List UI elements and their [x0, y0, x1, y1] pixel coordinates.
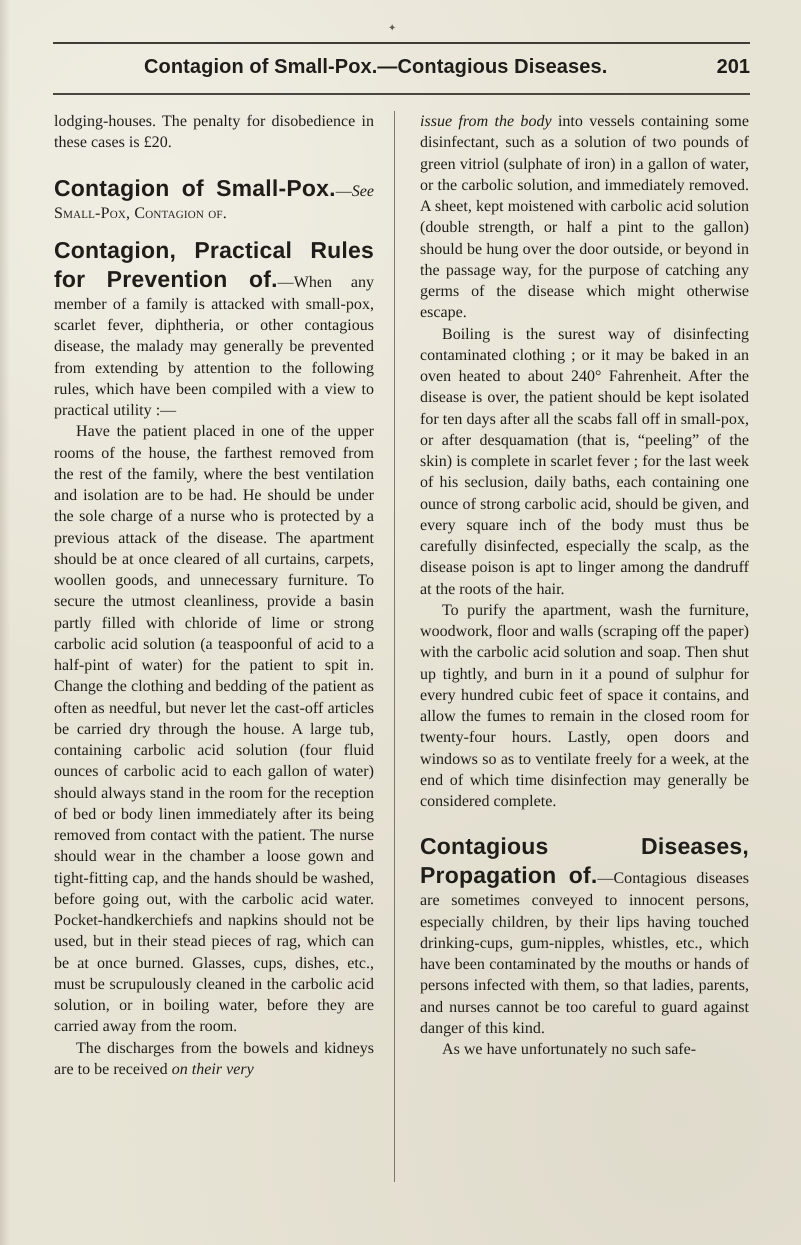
entry-headword-contagious-diseases: Contagious Diseases, Propagation of.	[420, 833, 749, 889]
entry-see-label: See	[351, 182, 374, 200]
entry-practical-rules	[54, 236, 374, 422]
spacer	[54, 154, 374, 174]
right-paragraph-1-text: into vessels containing some disinfectant, such as a solution of two pounds of green vitriol (sulphate of iron) in a gallon of water, or the carbolic solution, and immediately removed. A sheet, kept moistened with carbolic acid solution (double strength, or half a pint to the gallon) should be hung over the door outside, or beyond in the passage way, for the purpose of catching any germs of the disease which might otherwise escape.	[420, 113, 749, 322]
spacer	[54, 224, 374, 236]
left-paragraph-1	[54, 111, 374, 154]
page-header	[53, 56, 750, 90]
right-paragraph-1-italic: issue from the body	[420, 113, 552, 130]
top-rule	[53, 42, 750, 44]
entry-contagious-diseases	[420, 832, 749, 1039]
entry-headword-practical-rules: Contagion, Practical Rules for Prevention of.	[54, 236, 374, 292]
right-paragraph-final-text: As we have unfortunately no such safe-	[442, 1041, 697, 1058]
top-ornament-icon: ✦	[388, 23, 397, 34]
right-paragraph-2	[420, 324, 749, 600]
entry-cross-reference: Small-Pox, Contagion of.	[54, 204, 227, 222]
left-paragraph-patient-care-text: Have the patient placed in one of the upper rooms of the house, the farthest removed from the rest of the family, where the best ventilation and isolation are to be had. He should be under the sole charge of a nurse who is protected by a previous attack of the disease. The apartment should be at once cleared of all curtains, carpets, woollen goods, and unnecessary furniture. To secure the utmost cleanliness, provide a basin partly filled with chloride of lime or strong carbolic acid solution (a teaspoonful of acid to a half-pint of water) for the patient to spit in. Change the clothing and bedding of the patient as often as needful, but never let the cast-off articles be carried dry through the house. A large tub, containing carbolic acid solution (four fluid ounces of carbolic acid to each gallon of water) should always stand in the room for the reception of bed or body linen immediately after its being removed from contact with the patient. The nurse should wear in the chamber a loose gown and tight-fitting cap, and the hands should be washed, before going out, with the carbolic acid water. Pocket-handkerchiefs and napkins should not be used, but in their stead pieces of rag, which can be at once burned. Glasses, cups, dishes, etc., must be scrupulously cleaned in the carbolic acid solution, or in boiling water, before they are carried away from the room.	[54, 423, 374, 1036]
header-rule	[53, 93, 750, 95]
left-paragraph-1-text: lodging-houses. The penalty for disobedience in these cases is £20.	[54, 113, 374, 152]
right-paragraph-1	[420, 111, 749, 324]
right-paragraph-3	[420, 600, 749, 813]
right-paragraph-3-text: To purify the apartment, wash the furniture, woodwork, floor and walls (scraping off the paper) with the carbolic acid solution and soap. Then shut up tightly, and burn in it a pound of sulphur for every hundred cubic feet of space it contains, and allow the fumes to remain in the closed room for twenty-four hours. Lastly, open doors and windows so as to ventilate freely for a week, at the end of which time disinfection may generally be considered complete.	[420, 601, 749, 810]
column-divider	[394, 111, 395, 1182]
right-column	[420, 111, 749, 1060]
left-paragraph-discharges-text: The discharges from the bowels and kidneys are to be received	[54, 1039, 374, 1078]
right-paragraph-final	[420, 1039, 749, 1060]
spacer	[420, 812, 749, 832]
running-title: Contagion of Small-Pox.—Contagious Diseases.	[144, 56, 608, 78]
left-paragraph-discharges-italic: on their very	[171, 1060, 254, 1078]
page-edge-shadow	[0, 0, 10, 1245]
right-paragraph-2-text: Boiling is the surest way of disinfecting contaminated clothing ; or it may be baked in an oven heated to about 240° Fahrenheit. After the disease is over, the patient should be kept isolated for ten days after all the scabs fall off in small-pox, or after desquamation (that is, “peeling” of the skin) is complete in scarlet fever ; for the last week of his seclusion, daily baths, each containing one ounce of strong carbolic acid, should be given, and every square inch of the body must thus be carefully disinfected, especially the scalp, as the disease poison is apt to linger among the dandruff at the roots of the hair.	[420, 325, 749, 598]
entry-contagious-diseases-body: —Contagious diseases are sometimes conveyed to innocent persons, especially children, by their lips having touched drinking-cups, gum-nipples, whistles, etc., which have been contaminated by the mouths or hands of persons infected with them, so that ladies, parents, and nurses cannot be too careful to guard against danger of this kind.	[420, 870, 749, 1037]
left-column	[54, 111, 374, 1080]
entry-contagion-small-pox	[54, 174, 374, 224]
left-paragraph-discharges	[54, 1038, 374, 1081]
entry-practical-rules-body: —When any member of a family is attacked with small-pox, scarlet fever, diphtheria, or other contagious disease, the malady may generally be prevented from extending by attention to the following rules, which have been compiled with a view to practical utility :—	[54, 273, 374, 419]
entry-headword-contagion-small-pox: Contagion of Small-Pox.	[54, 174, 336, 201]
entry-dash: —	[335, 182, 352, 200]
page-number: 201	[716, 56, 750, 78]
left-paragraph-patient-care	[54, 421, 374, 1037]
